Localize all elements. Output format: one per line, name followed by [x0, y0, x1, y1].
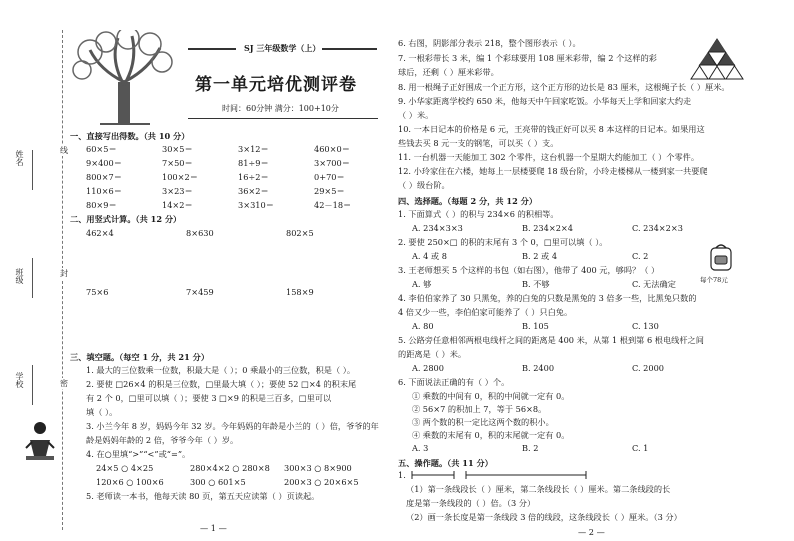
choice-q5-line1: 5. 公路旁任意相邻两根电线杆之间的距离是 400 米，从第 1 根到第 6 根电线杆之间: [398, 335, 704, 345]
choice-q4-line2: 4 倍又少一些，李伯伯家可能养了（ ）只白兔。: [398, 307, 573, 317]
seal-line-char: 线: [60, 146, 68, 155]
fill-q10-line1: 10. 一本日记本的价格是 6 元，王亮带的钱正好可以买 8 本这样的日记本。如果用这: [398, 124, 705, 134]
choice-option: C. 130: [632, 321, 659, 331]
choice-q6: 6. 下面说法正确的有（ ）个。: [398, 377, 510, 387]
choice-option: B. 105: [522, 321, 549, 331]
oral-item: 110×6＝: [86, 186, 122, 196]
compare-item: 200×3 ○ 20×6×5: [284, 477, 359, 487]
fill-q6: 6. 右图，阴影部分表示 218，整个图形表示（ ）。: [398, 38, 581, 48]
oral-item: 3×12＝: [238, 144, 269, 154]
fill-q9-line1: 9. 小华家距离学校约 650 米，他每天中午回家吃饭。小华每天上学和回家大约走: [398, 96, 692, 106]
choice-option: A. 234×3×3: [412, 223, 463, 233]
bag-price-label: 每个78元: [700, 276, 728, 284]
fill-q4: 4. 在○里填“>”“<”或“=”。: [86, 449, 191, 459]
oral-item: 14×2＝: [162, 200, 193, 210]
schoolbag-icon: [708, 242, 734, 272]
vertical-calc-item: 462×4: [86, 228, 114, 238]
section-2-title: 二、用竖式计算。（共 12 分）: [70, 214, 182, 224]
fill-q8: 8. 用一根绳子正好围成一个正方形，这个正方形的边长是 83 厘米，这根绳子长（ ）厘米。: [398, 82, 730, 92]
fill-q10-line2: 些钱去买 8 元一支的钢笔，可以买（ ）支。: [398, 138, 559, 148]
choice-option: B. 2 或 4: [522, 251, 558, 261]
compare-item: 280×4×2 ○ 280×8: [190, 463, 270, 473]
school-underline: [32, 365, 33, 405]
fill-q9-line2: （ ）米。: [398, 110, 434, 120]
operation-q1: 1.: [398, 470, 406, 480]
section-4-title: 四、选择题。（每题 2 分，共 12 分）: [398, 196, 538, 206]
badge-rule-right: [322, 48, 377, 50]
choice-q4-line1: 4. 李伯伯家养了 30 只黑兔，养的白兔的只数是黑兔的 3 倍多一些，比黑兔只数的: [398, 293, 697, 303]
oral-item: 3×310＝: [238, 200, 274, 210]
fill-q2-line3: 填（ ）。: [86, 407, 118, 417]
choice-option: A. 够: [412, 279, 432, 289]
statement-item: ④ 乘数的末尾有 0，积的末尾就一定有 0。: [412, 430, 570, 440]
oral-item: 80×9＝: [86, 200, 117, 210]
vertical-calc-item: 7×459: [186, 287, 214, 297]
triangle-figure: [690, 38, 744, 80]
choice-option: A. 80: [412, 321, 434, 331]
choice-option: A. 2800: [412, 363, 444, 373]
compare-item: 300×3 ○ 8×900: [284, 463, 352, 473]
subject-badge: SJ 三年级数学（上）: [244, 43, 321, 53]
fill-q12-line1: 12. 小玲家住在六楼，她每上一层楼要爬 18 级台阶，小玲走楼梯从一楼到家一共要爬: [398, 166, 708, 176]
choice-option: C. 234×2×3: [632, 223, 683, 233]
badge-rule-left: [188, 48, 236, 50]
choice-q1: 1. 下面算式（ ）的积与 234×6 的积相等。: [398, 209, 559, 219]
fill-q7-line1: 7. 一根彩带长 3 米，编 1 个彩球要用 108 厘米彩带，编 2 个这样的彩: [398, 53, 657, 63]
oral-item: 36×2＝: [238, 186, 269, 196]
vertical-calc-item: 75×6: [86, 287, 109, 297]
seal-secret-char: 密: [60, 379, 68, 388]
operation-p1-line2: 度是第一条线段的（ ）倍。（3 分）: [406, 498, 536, 508]
fill-q12-line2: （ ）级台阶。: [398, 180, 450, 190]
vertical-calc-item: 8×630: [186, 228, 214, 238]
header-rule: [188, 118, 378, 119]
page-title: 第一单元培优测评卷: [195, 75, 357, 95]
choice-option: C. 1: [632, 443, 649, 453]
choice-q2: 2. 要使 250×□ 的积的末尾有 3 个 0，□里可以填（ ）。: [398, 237, 608, 247]
choice-q3: 3. 王老师想买 5 个这样的书包（如右图），他带了 400 元，够吗？（ ）: [398, 265, 660, 275]
oral-item: 0+70＝: [314, 172, 345, 182]
fill-q11: 11. 一台机器一天能加工 302 个零件，这台机器一个星期大约能加工（ ）个零件。: [398, 152, 700, 162]
choice-option: A. 4 或 8: [412, 251, 447, 261]
name-label: 姓名: [15, 150, 24, 166]
seal-seal-char: 封: [60, 269, 68, 278]
section-3-title: 三、填空题。（每空 1 分，共 21 分）: [70, 352, 210, 362]
name-underline: [32, 150, 33, 190]
section-1-title: 一、直接写出得数。（共 10 分）: [70, 131, 190, 141]
oral-item: 81÷9＝: [238, 158, 269, 168]
fill-q2-line2: 有 2 个 0，□里可以填（ ）；要使 3 □×9 的积是三百多，□里可以: [86, 393, 332, 403]
operation-p2: （2）画一条长度是第一条线段 3 倍的线段，这条线段长（ ）厘米。（3 分）: [406, 512, 682, 522]
binding-line: [62, 30, 63, 530]
choice-option: C. 2: [632, 251, 649, 261]
choice-option: B. 234×2×4: [522, 223, 573, 233]
fill-q5: 5. 老师读一本书，他每天读 80 页，第五天应读第（ ）页读起。: [86, 491, 320, 501]
oral-item: 29×5＝: [314, 186, 345, 196]
choice-option: C. 2000: [632, 363, 665, 373]
oral-item: 460×0＝: [314, 144, 350, 154]
choice-option: B. 不够: [522, 279, 550, 289]
oral-item: 60×5＝: [86, 144, 117, 154]
vertical-calc-item: 802×5: [286, 228, 314, 238]
choice-option: B. 2: [522, 443, 539, 453]
section-5-title: 五、操作题。（共 11 分）: [398, 458, 493, 468]
page-number-right: — 2 —: [578, 527, 605, 537]
compare-item: 120×6 ○ 100×6: [96, 477, 164, 487]
oral-item: 7×50＝: [162, 158, 193, 168]
fill-q7-line2: 球后，还剩（ ）厘米彩带。: [398, 67, 499, 77]
oral-item: 3×700＝: [314, 158, 350, 168]
compare-item: 300 ○ 601×5: [190, 477, 246, 487]
class-label: 班级: [15, 268, 24, 284]
fill-q3-line1: 3. 小兰今年 8 岁，妈妈今年 32 岁。今年妈妈的年龄是小兰的（ ）倍，爷爷的年: [86, 421, 379, 431]
tree-illustration: [70, 30, 180, 125]
choice-option: B. 2400: [522, 363, 555, 373]
page-number-left: — 1 —: [200, 523, 227, 533]
school-label: 学校: [15, 372, 24, 388]
oral-item: 100×2＝: [162, 172, 198, 182]
statement-item: ③ 两个数的积一定比这两个数的积小。: [412, 417, 554, 427]
class-underline: [32, 258, 33, 298]
fill-q3-line2: 龄是妈妈年龄的 2 倍，爷爷今年（ ）岁。: [86, 435, 239, 445]
oral-item: 3×23＝: [162, 186, 193, 196]
choice-option: C. 无法确定: [632, 279, 676, 289]
fill-q2-line1: 2. 要使 □26×4 的积是三位数，□里最大填（ ）；要使 52 □×4 的积末尾: [86, 379, 357, 389]
compare-item: 24×5 ○ 4×25: [96, 463, 154, 473]
oral-item: 9×400＝: [86, 158, 122, 168]
statement-item: ① 乘数的中间有 0，积的中间就一定有 0。: [412, 391, 570, 401]
choice-q5-line2: 的距离是（ ）米。: [398, 349, 467, 359]
line-segments-figure: [410, 469, 590, 481]
statement-item: ② 56×7 的积加上 7，等于 56×8。: [412, 404, 547, 414]
oral-item: 16÷2＝: [238, 172, 269, 182]
choice-option: A. 3: [412, 443, 429, 453]
oral-item: 800×7＝: [86, 172, 122, 182]
fill-q1: 1. 最大的三位数乘一位数，积最大是（ ）；0 乘最小的三位数，积是（ ）。: [86, 365, 356, 375]
reading-child-illustration: [22, 418, 58, 464]
oral-item: 30×5＝: [162, 144, 193, 154]
oral-item: 42－18＝: [314, 200, 352, 210]
vertical-calc-item: 158×9: [286, 287, 314, 297]
operation-p1-line1: （1）第一条线段长（ ）厘米，第二条线段长（ ）厘米。第二条线段的长: [406, 484, 671, 494]
exam-info: 时间：60分钟 满分：100+10分: [222, 104, 339, 113]
